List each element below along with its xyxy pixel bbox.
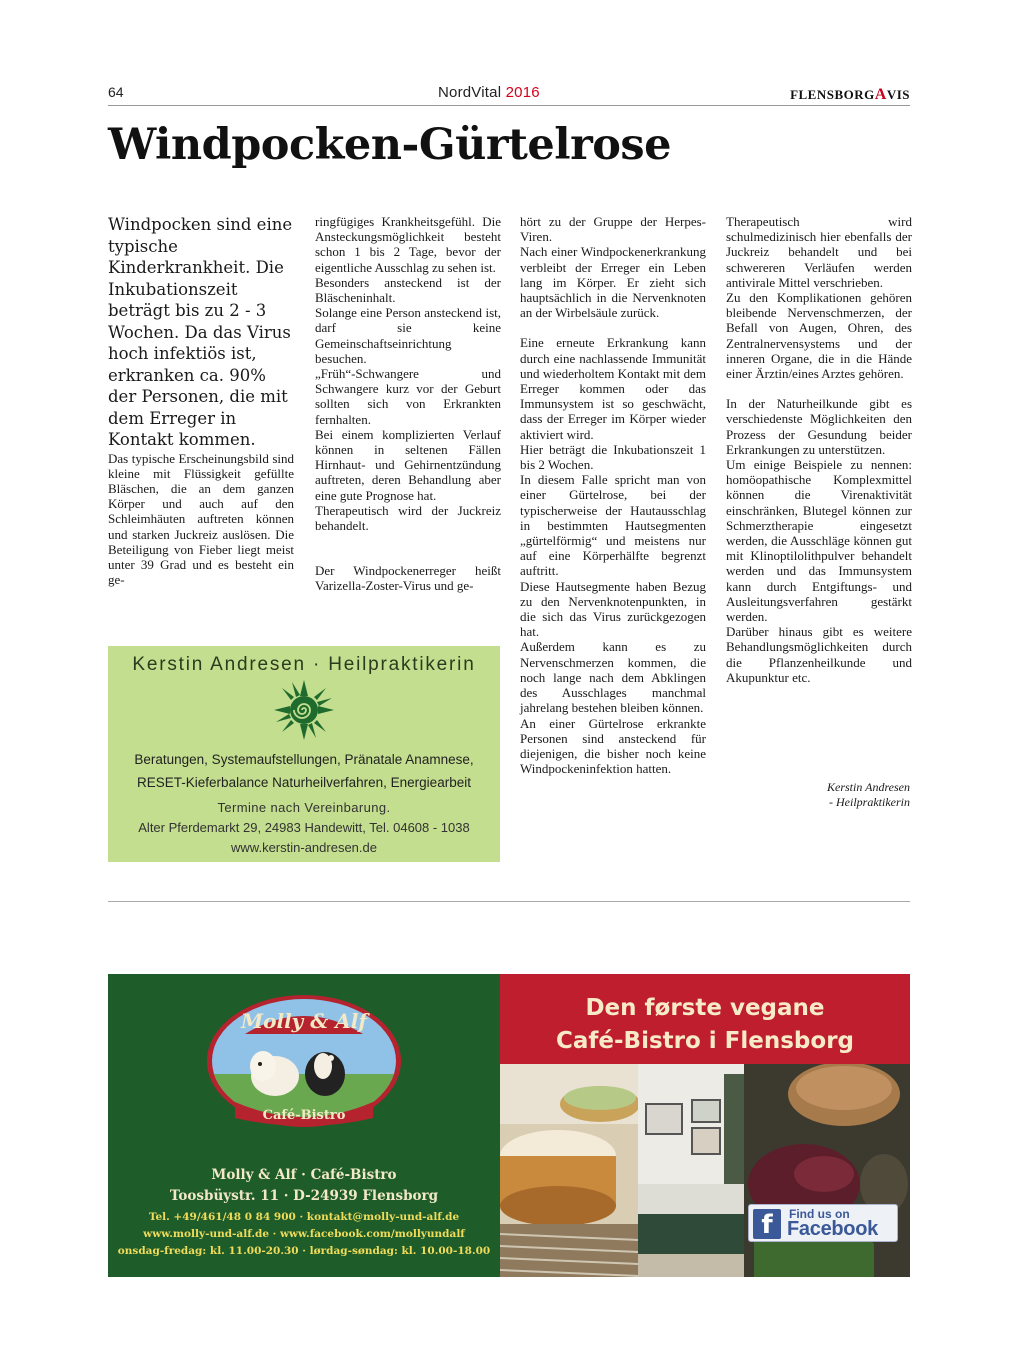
paragraph: Außerdem kann es zu Nervenschmerzen kommen, die noch lange nach dem Abklingen des Ausschlages manchmal jahrelang bestehen bleiben können. bbox=[520, 639, 706, 716]
facebook-icon: f bbox=[753, 1209, 781, 1239]
paragraph: Das typische Erscheinungsbild sind kleine mit Flüssigkeit gefüllte Bläschen, die an dem ganzen Körper und auch auf den Schleimhäuten auftreten können und starken Juckreiz auslösen. Die Beteiligung von Fieber liegt meist unter 39 Grad und es besteht ein ge- bbox=[108, 450, 294, 588]
cafe-banner-line2: Café-Bistro i Flensborg bbox=[555, 1028, 855, 1054]
practitioner-services-line2: RESET-Kieferbalance Naturheilverfahren, Energiearbeit bbox=[137, 775, 471, 790]
practitioner-services-line1: Beratungen, Systemaufstellungen, Pränatale Anamnese, bbox=[134, 752, 474, 767]
paragraph: Zu den Komplikationen gehören bleibende Nervenschmerzen, der Befall von Augen, Ohren, des Zentralnervensystems und der inneren Organe, die in die Hände einer Ärztin/eines Arztes gehören. bbox=[726, 290, 912, 382]
newspaper-logo bbox=[790, 86, 910, 104]
paragraph: Der Windpockenerreger heißt Varizella-Zoster-Virus und ge- bbox=[315, 563, 501, 594]
paragraph: In diesem Falle spricht man von einer Gürtelrose, bei der typischerweise der Hautausschlag in bestimmten Hautsegmenten „gürtelförmig“ und meistens nur auf eine Körperhälfte begrenzt auftritt. bbox=[520, 472, 706, 579]
paragraph: Eine erneute Erkrankung kann durch eine nachlassende Immunität und wiederholtem Kontakt mit dem Erreger kommen oder das Immunsystem ist so geschwächt, dass der Erreger im Körper wieder aktiviert wird. bbox=[520, 335, 706, 442]
cafe-name: Molly & Alf · Café-Bistro bbox=[211, 1167, 397, 1183]
paragraph: Nach einer Windpockenerkrankung verbleibt der Erreger ein Leben lang im Körper. Er zieht sich hauptsächlich in die Nervenknoten an der Wirbelsäule zurück. bbox=[520, 244, 706, 321]
facebook-find-text: Find us on bbox=[789, 1207, 850, 1221]
facebook-badge[interactable] bbox=[748, 1204, 898, 1242]
practitioner-ad bbox=[108, 646, 500, 862]
cafe-hours: onsdag-fredag: kl. 11.00-20.30 · lørdag-søndag: kl. 10.00-18.00 bbox=[117, 1245, 491, 1257]
interior-photo bbox=[638, 1064, 744, 1277]
paragraph: Um einige Beispiele zu nennen: homöopathische Komplexmittel können die Virenaktivität einschränken, Blutegel können zur Schmerztherapie eingesetzt werden, die Ausschläge können gut mit Klinoptilolithpulver behandelt werden und das Immunsystem kann durch Entgiftungs- und Ausleitungsverfahren gestärkt werden. bbox=[726, 457, 912, 625]
cafe-ad-visual bbox=[500, 974, 910, 1277]
practitioner-ad-title: Kerstin Andresen · Heilpraktikerin bbox=[132, 654, 476, 675]
cafe-ad-info bbox=[108, 974, 500, 1277]
sun-spiral-icon bbox=[272, 678, 336, 742]
paragraph: In der Naturheilkunde gibt es verschiedenste Möglichkeiten den Prozess der Gesundung beider Erkrankungen zu unterstützen. bbox=[726, 396, 912, 457]
cafe-logo-name: Molly & Alf bbox=[241, 1009, 367, 1033]
article-column-3 bbox=[520, 214, 706, 776]
facebook-wordmark: Facebook bbox=[787, 1218, 878, 1240]
practitioner-address: Alter Pferdemarkt 29, 24983 Handewitt, Tel. 04608 - 1038 bbox=[138, 820, 470, 835]
cafe-banner bbox=[500, 974, 910, 1064]
newspaper-logo-a: A bbox=[874, 86, 887, 103]
author-name: Kerstin Andresen bbox=[827, 780, 910, 794]
newspaper-logo-part1: FLENSBORG bbox=[790, 87, 875, 102]
page-header bbox=[108, 84, 910, 106]
author-role: - Heilpraktikerin bbox=[829, 795, 910, 809]
practitioner-appointment: Termine nach Vereinbarung. bbox=[217, 800, 391, 815]
paragraph: Diese Hautsegmente haben Bezug zu den Nervenknotenpunkten, in die sich das Virus zurückgezogen hat. bbox=[520, 578, 706, 640]
paragraph: Therapeutisch wird schulmedizinisch hier ebenfalls der Juckreiz behandelt und bei schwereren Verläufen werden antivirale Mittel verschrieben. bbox=[726, 214, 912, 290]
article-headline: Windpocken-Gürtelrose bbox=[108, 120, 671, 170]
magazine-title: NordVital bbox=[438, 84, 502, 101]
paragraph: An einer Gürtelrose erkrankte Personen sind ansteckend für diejenigen, die bisher noch keine Windpockeninfektion hatten. bbox=[520, 715, 706, 777]
paragraph: Besonders ansteckend ist der Bläscheninhalt. bbox=[315, 274, 501, 306]
cafe-logo-sub: Café-Bistro bbox=[262, 1108, 346, 1123]
magazine-name bbox=[438, 84, 540, 101]
paragraph: „Früh“-Schwangere und Schwangere kurz vor der Geburt sollten sich von Erkrankten fernhalten. bbox=[315, 366, 501, 427]
cafe-contact: Tel. +49/461/48 0 84 900 · kontakt@molly-und-alf.de bbox=[148, 1211, 460, 1223]
magazine-year: 2016 bbox=[505, 84, 540, 101]
paragraph: Therapeutisch wird der Juckreiz behandelt. bbox=[315, 502, 501, 534]
food-photo bbox=[744, 1064, 910, 1277]
cafe-ad bbox=[108, 974, 910, 1277]
article-column-2 bbox=[315, 214, 501, 594]
article-column-4 bbox=[726, 214, 912, 685]
cafe-logo bbox=[205, 994, 403, 1128]
page-number: 64 bbox=[108, 84, 124, 100]
cafe-banner-line1: Den første vegane bbox=[585, 995, 825, 1021]
cafe-address: Toosbüystr. 11 · D-24939 Flensborg bbox=[169, 1188, 439, 1204]
cake-photo bbox=[500, 1064, 638, 1277]
practitioner-website: www.kerstin-andresen.de bbox=[231, 840, 377, 855]
section-divider bbox=[108, 901, 910, 902]
article-column-1 bbox=[108, 214, 294, 587]
newspaper-logo-part2: VIS bbox=[886, 87, 910, 102]
article-lead: Windpocken sind eine typische Kinderkrankheit. Die Inkubationszeit beträgt bis zu 2 - 3 Wochen. Da das Virus hoch infektiös ist, erkranken ca. 90% der Personen, die mit dem Erreger in Kontakt kommen. bbox=[108, 215, 293, 449]
cafe-web: www.molly-und-alf.de · www.facebook.com/mollyundalf bbox=[143, 1228, 465, 1240]
author-signature bbox=[726, 780, 910, 810]
paragraph: Hier beträgt die Inkubationszeit 1 bis 2 Wochen. bbox=[520, 441, 706, 473]
paragraph: Darüber hinaus gibt es weitere Behandlungsmöglichkeiten durch die Pflanzenheilkunde und Akupunktur etc. bbox=[726, 624, 912, 685]
paragraph: Solange eine Person ansteckend ist, darf sie keine Gemeinschaftseinrichtung besuchen. bbox=[315, 305, 501, 366]
paragraph: Bei einem komplizierten Verlauf können in seltenen Fällen Hirnhaut- und Gehirnentzündung auftreten, deren Behandlung aber eine gute Prognose hat. bbox=[315, 426, 501, 503]
paragraph: hört zu der Gruppe der Herpes-Viren. bbox=[520, 214, 706, 245]
paragraph: ringfügiges Krankheitsgefühl. Die Ansteckungsmöglichkeit besteht schon 1 bis 2 Tage, bevor der eigentliche Ausschlag zu sehen ist. bbox=[315, 214, 501, 275]
